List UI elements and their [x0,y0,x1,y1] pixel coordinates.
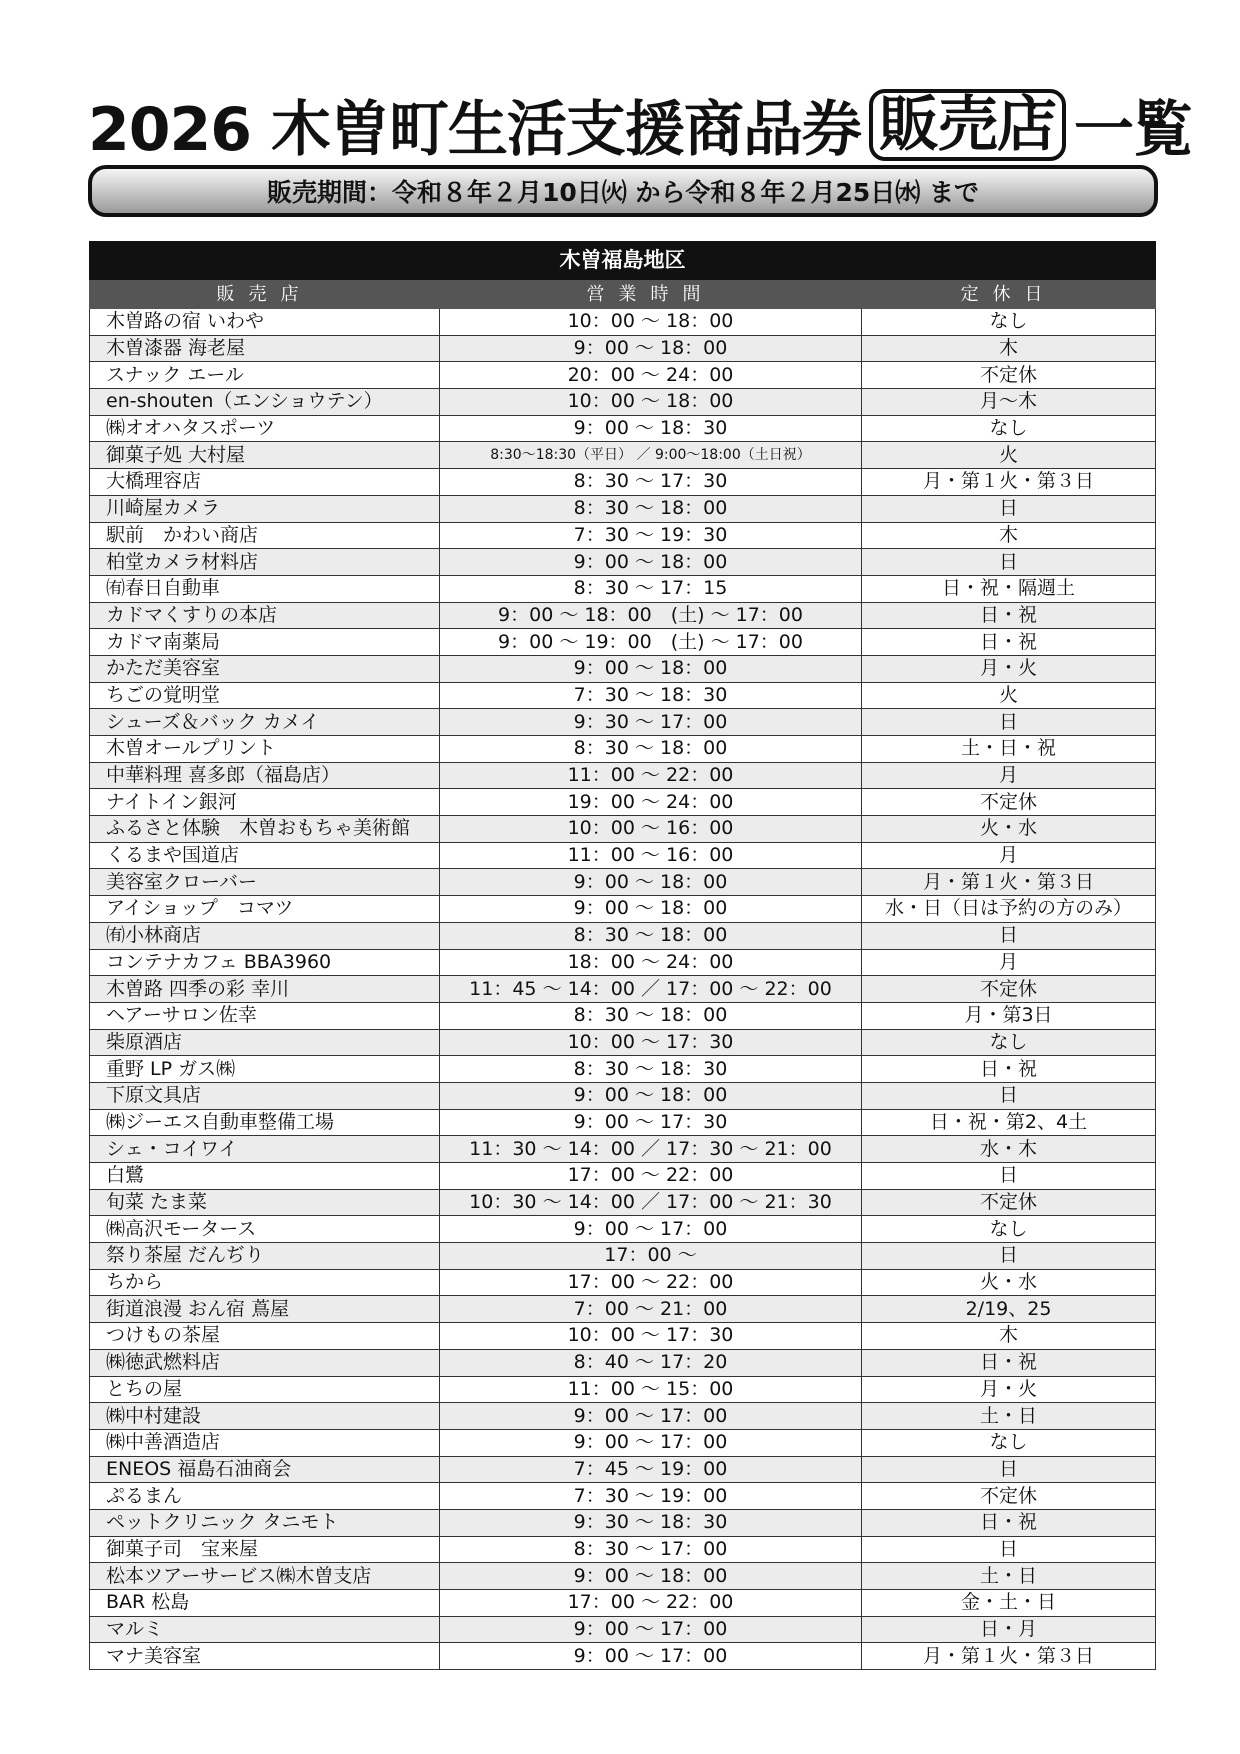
table-row [90,655,1156,682]
hours-cell: 9：00 ～ 18：00 [440,1563,862,1590]
store-name-cell: 街道浪漫 おん宿 蔦屋 [90,1296,440,1323]
store-name-cell: アイショップ コマツ [90,896,440,923]
closed-day-cell: 日・祝・隔週土 [862,575,1156,602]
table-row [90,1323,1156,1350]
hours-cell: 9：00 ～ 17：30 [440,1109,862,1136]
hours-cell: 19：00 ～ 24：00 [440,789,862,816]
closed-day-cell: 日 [862,549,1156,576]
table-row [90,442,1156,469]
closed-day-cell: 木 [862,522,1156,549]
hours-cell: 18：00 ～ 24：00 [440,949,862,976]
table-row [90,1536,1156,1563]
store-name-cell: ふるさと体験 木曽おもちゃ美術館 [90,816,440,843]
store-name-cell: ちごの覚明堂 [90,682,440,709]
hours-cell: 9：00 ～ 18：00 [440,549,862,576]
store-name-cell: ヘアーサロン佐幸 [90,1002,440,1029]
store-name-cell: 柴原酒店 [90,1029,440,1056]
table-row [90,362,1156,389]
closed-day-cell: 土・日 [862,1403,1156,1430]
store-name-cell: 祭り茶屋 だんぢり [90,1243,440,1270]
table-row [90,1563,1156,1590]
table-row [90,869,1156,896]
store-name-cell: 川崎屋カメラ [90,495,440,522]
store-name-cell: スナック エール [90,362,440,389]
table-row [90,1456,1156,1483]
hours-cell: 10：00 ～ 18：00 [440,389,862,416]
closed-day-cell: なし [862,415,1156,442]
closed-day-cell: 土・日・祝 [862,736,1156,763]
store-name-cell: ㈱徳武燃料店 [90,1349,440,1376]
hours-cell: 9：00 ～ 18：00 [440,896,862,923]
table-row [90,522,1156,549]
hours-cell: 7：00 ～ 21：00 [440,1296,862,1323]
hours-cell: 10：00 ～ 18：00 [440,309,862,336]
hours-cell: 11：45 ～ 14：00 ／ 17：00 ～ 22：00 [440,976,862,1003]
store-name-cell: 重野 LP ガス㈱ [90,1056,440,1083]
table-row [90,469,1156,496]
hours-cell: 9：00 ～ 18：00 [440,869,862,896]
hours-cell: 9：00 ～ 18：00 (土) ～ 17：00 [440,602,862,629]
hours-cell: 8:30～18:30（平日） ／ 9:00～18:00（土日祝） [440,442,862,469]
table-row [90,1082,1156,1109]
store-name-cell: ㈱ジーエス自動車整備工場 [90,1109,440,1136]
table-row [90,1643,1156,1670]
store-name-cell: ペットクリニック タニモト [90,1509,440,1536]
column-header-closed: 定休日 [862,280,1156,309]
hours-cell: 9：00 ～ 17：00 [440,1403,862,1430]
hours-cell: 8：30 ～ 17：30 [440,469,862,496]
hours-cell: 9：00 ～ 17：00 [440,1429,862,1456]
title-boxed-word: 販売店 [869,89,1066,161]
hours-cell: 9：00 ～ 18：00 [440,335,862,362]
closed-day-cell: 火・水 [862,816,1156,843]
store-name-cell: シェ・コイワイ [90,1136,440,1163]
store-name-cell: つけもの茶屋 [90,1323,440,1350]
store-name-cell: 中華料理 喜多郎（福島店） [90,762,440,789]
closed-day-cell: 月 [862,762,1156,789]
closed-day-cell: 不定休 [862,1189,1156,1216]
closed-day-cell: 火・水 [862,1269,1156,1296]
table-row [90,736,1156,763]
closed-day-cell: 日・祝・第2、4土 [862,1109,1156,1136]
closed-day-cell: 日 [862,709,1156,736]
table-row [90,1109,1156,1136]
store-name-cell: 木曽路 四季の彩 幸川 [90,976,440,1003]
closed-day-cell: 木 [862,335,1156,362]
page-title [88,82,1192,165]
region-header: 木曽福島地区 [90,242,1156,280]
table-row [90,1509,1156,1536]
store-name-cell: ぷるまん [90,1483,440,1510]
hours-cell: 8：30 ～ 18：00 [440,495,862,522]
store-name-cell: ナイトイン銀河 [90,789,440,816]
table-row [90,1163,1156,1190]
closed-day-cell: 日・祝 [862,1056,1156,1083]
closed-day-cell: 日・祝 [862,1349,1156,1376]
table-row [90,1429,1156,1456]
closed-day-cell: 日 [862,922,1156,949]
store-name-cell: とちの屋 [90,1376,440,1403]
table-row [90,1269,1156,1296]
hours-cell: 10：00 ～ 17：30 [440,1029,862,1056]
column-header-store: 販売店 [90,280,440,309]
store-name-cell: 旬菜 たま菜 [90,1189,440,1216]
hours-cell: 11：00 ～ 15：00 [440,1376,862,1403]
hours-cell: 17：00 ～ 22：00 [440,1269,862,1296]
closed-day-cell: 日 [862,1082,1156,1109]
table-row [90,949,1156,976]
store-name-cell: 美容室クローバー [90,869,440,896]
hours-cell: 9：00 ～ 18：00 [440,655,862,682]
table-row [90,629,1156,656]
closed-day-cell: 水・木 [862,1136,1156,1163]
store-name-cell: ㈲春日自動車 [90,575,440,602]
table-row [90,1056,1156,1083]
closed-day-cell: なし [862,1429,1156,1456]
store-name-cell: 木曽路の宿 いわや [90,309,440,336]
table-row [90,682,1156,709]
hours-cell: 17：00 ～ 22：00 [440,1163,862,1190]
store-name-cell: ENEOS 福島石油商会 [90,1456,440,1483]
table-row [90,762,1156,789]
store-name-cell: BAR 松島 [90,1590,440,1617]
store-name-cell: シューズ＆バック カメイ [90,709,440,736]
hours-cell: 8：30 ～ 18：00 [440,922,862,949]
table-row [90,1189,1156,1216]
store-name-cell: くるまや国道店 [90,842,440,869]
closed-day-cell: なし [862,1216,1156,1243]
table-row [90,1349,1156,1376]
closed-day-cell: 火 [862,682,1156,709]
closed-day-cell: 日・祝 [862,629,1156,656]
hours-cell: 8：30 ～ 18：00 [440,736,862,763]
column-header-hours: 営業時間 [440,280,862,309]
table-row [90,335,1156,362]
hours-cell: 8：40 ～ 17：20 [440,1349,862,1376]
title-prefix: 2026 木曽町生活支援商品券 [88,95,861,165]
hours-cell: 8：30 ～ 17：15 [440,575,862,602]
hours-cell: 11：30 ～ 14：00 ／ 17：30 ～ 21：00 [440,1136,862,1163]
hours-cell: 7：45 ～ 19：00 [440,1456,862,1483]
closed-day-cell: 日 [862,1163,1156,1190]
hours-cell: 10：00 ～ 16：00 [440,816,862,843]
table-body [90,309,1156,1670]
store-name-cell: 松本ツアーサービス㈱木曽支店 [90,1563,440,1590]
hours-cell: 17：00 ～ [440,1243,862,1270]
closed-day-cell: なし [862,1029,1156,1056]
store-name-cell: ちから [90,1269,440,1296]
closed-day-cell: 不定休 [862,362,1156,389]
table-row [90,1376,1156,1403]
closed-day-cell: 月・火 [862,655,1156,682]
table-row [90,549,1156,576]
table-row [90,842,1156,869]
table-row [90,1029,1156,1056]
hours-cell: 17：00 ～ 22：00 [440,1590,862,1617]
table-row [90,1136,1156,1163]
table-row [90,602,1156,629]
closed-day-cell: 不定休 [862,976,1156,1003]
title-suffix: 一覧 [1073,95,1192,165]
closed-day-cell: 不定休 [862,1483,1156,1510]
table-row [90,389,1156,416]
store-name-cell: ㈱中村建設 [90,1403,440,1430]
closed-day-cell: 土・日 [862,1563,1156,1590]
hours-cell: 9：30 ～ 18：30 [440,1509,862,1536]
hours-cell: 11：00 ～ 22：00 [440,762,862,789]
table-row [90,1243,1156,1270]
store-name-cell: ㈱中善酒造店 [90,1429,440,1456]
closed-day-cell: 月・第3日 [862,1002,1156,1029]
table-row [90,816,1156,843]
hours-cell: 9：00 ～ 17：00 [440,1643,862,1670]
hours-cell: 9：00 ～ 17：00 [440,1216,862,1243]
store-name-cell: 下原文具店 [90,1082,440,1109]
table-row [90,976,1156,1003]
table-row [90,415,1156,442]
hours-cell: 8：30 ～ 17：00 [440,1536,862,1563]
hours-cell: 7：30 ～ 19：30 [440,522,862,549]
table-row [90,1002,1156,1029]
store-table [89,241,1156,1670]
table-row [90,1483,1156,1510]
hours-cell: 7：30 ～ 18：30 [440,682,862,709]
table-row [90,1296,1156,1323]
closed-day-cell: 月 [862,949,1156,976]
store-name-cell: 御菓子処 大村屋 [90,442,440,469]
closed-day-cell: 不定休 [862,789,1156,816]
closed-day-cell: 金・土・日 [862,1590,1156,1617]
closed-day-cell: 日 [862,1456,1156,1483]
store-name-cell: 駅前 かわい商店 [90,522,440,549]
sales-period-banner [88,165,1158,217]
store-name-cell: ㈲小林商店 [90,922,440,949]
table-row [90,495,1156,522]
store-name-cell: 大橋理容店 [90,469,440,496]
store-name-cell: カドマくすりの本店 [90,602,440,629]
hours-cell: 10：30 ～ 14：00 ／ 17：00 ～ 21：30 [440,1189,862,1216]
store-name-cell: 御菓子司 宝来屋 [90,1536,440,1563]
table-row [90,789,1156,816]
closed-day-cell: 日・祝 [862,602,1156,629]
table-row [90,1403,1156,1430]
store-name-cell: かただ美容室 [90,655,440,682]
sales-period-text: 販売期間：令和８年２月10日㈫ から令和８年２月25日㈬ まで [267,178,979,207]
closed-day-cell: 月・第１火・第３日 [862,469,1156,496]
closed-day-cell: 日 [862,495,1156,522]
store-name-cell: カドマ南薬局 [90,629,440,656]
closed-day-cell: なし [862,309,1156,336]
closed-day-cell: 月・第１火・第３日 [862,869,1156,896]
table-row [90,922,1156,949]
store-name-cell: ㈱オオハタスポーツ [90,415,440,442]
table-row [90,896,1156,923]
store-name-cell: コンテナカフェ BBA3960 [90,949,440,976]
table-row [90,709,1156,736]
closed-day-cell: 火 [862,442,1156,469]
store-name-cell: ㈱高沢モータース [90,1216,440,1243]
table-row [90,575,1156,602]
store-name-cell: 木曽オールプリント [90,736,440,763]
hours-cell: 10：00 ～ 17：30 [440,1323,862,1350]
hours-cell: 9：00 ～ 19：00 (土) ～ 17：00 [440,629,862,656]
hours-cell: 9：30 ～ 17：00 [440,709,862,736]
hours-cell: 9：00 ～ 17：00 [440,1616,862,1643]
table-row [90,309,1156,336]
hours-cell: 11：00 ～ 16：00 [440,842,862,869]
closed-day-cell: 日 [862,1243,1156,1270]
hours-cell: 9：00 ～ 18：00 [440,1082,862,1109]
closed-day-cell: 月・第１火・第３日 [862,1643,1156,1670]
closed-day-cell: 日・祝 [862,1509,1156,1536]
store-name-cell: 白鷺 [90,1163,440,1190]
closed-day-cell: 水・日（日は予約の方のみ） [862,896,1156,923]
closed-day-cell: 木 [862,1323,1156,1350]
store-name-cell: 柏堂カメラ材料店 [90,549,440,576]
closed-day-cell: 月 [862,842,1156,869]
hours-cell: 8：30 ～ 18：30 [440,1056,862,1083]
store-name-cell: en-shouten（エンショウテン） [90,389,440,416]
closed-day-cell: 2/19、25 [862,1296,1156,1323]
closed-day-cell: 日 [862,1536,1156,1563]
hours-cell: 20：00 ～ 24：00 [440,362,862,389]
hours-cell: 7：30 ～ 19：00 [440,1483,862,1510]
closed-day-cell: 月・火 [862,1376,1156,1403]
store-name-cell: 木曽漆器 海老屋 [90,335,440,362]
hours-cell: 8：30 ～ 18：00 [440,1002,862,1029]
table-row [90,1590,1156,1617]
closed-day-cell: 月～木 [862,389,1156,416]
closed-day-cell: 日・月 [862,1616,1156,1643]
table-row [90,1216,1156,1243]
store-name-cell: マルミ [90,1616,440,1643]
store-name-cell: マナ美容室 [90,1643,440,1670]
hours-cell: 9：00 ～ 18：30 [440,415,862,442]
table-row [90,1616,1156,1643]
